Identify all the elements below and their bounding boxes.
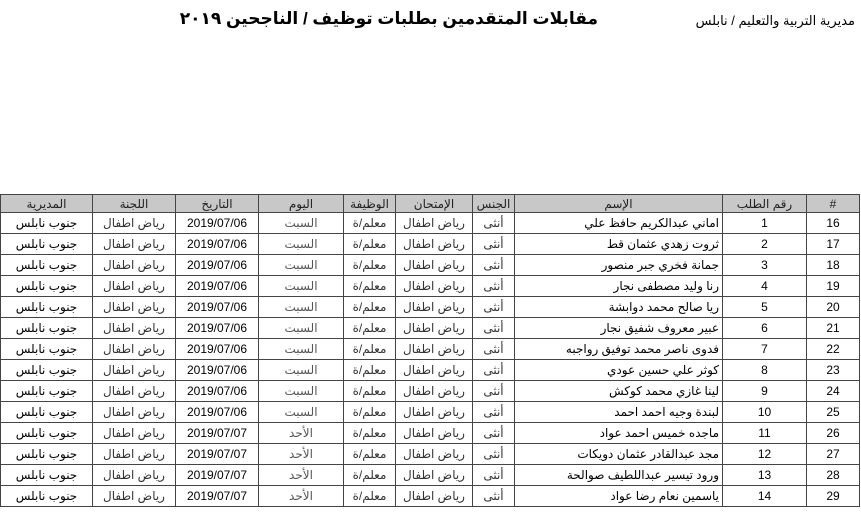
table-row bbox=[1, 423, 860, 444]
day-cell: السبت bbox=[259, 276, 344, 297]
applicant-name-cell: لبندة وجيه احمد احمد bbox=[515, 402, 723, 423]
gender-cell: أنثى bbox=[473, 213, 515, 234]
table-row bbox=[1, 297, 860, 318]
date-cell: 2019/07/06 bbox=[176, 297, 259, 318]
exam-cell: رياض اطفال bbox=[396, 423, 473, 444]
gender-cell: أنثى bbox=[473, 318, 515, 339]
directorate-label: مديرية التربية والتعليم / نابلس bbox=[695, 13, 855, 28]
job-cell: معلم/ة bbox=[344, 381, 396, 402]
gender-cell: أنثى bbox=[473, 234, 515, 255]
exam-cell: رياض اطفال bbox=[396, 255, 473, 276]
request-number-cell: 9 bbox=[723, 381, 807, 402]
directorate-cell: جنوب نابلس bbox=[1, 318, 93, 339]
day-cell: السبت bbox=[259, 339, 344, 360]
day-cell: السبت bbox=[259, 318, 344, 339]
date-cell: 2019/07/06 bbox=[176, 402, 259, 423]
job-cell: معلم/ة bbox=[344, 276, 396, 297]
applicant-name-cell: اماني عبدالكريم حافظ علي bbox=[515, 213, 723, 234]
row-index-cell: 16 bbox=[807, 213, 860, 234]
applicants-table bbox=[0, 194, 860, 507]
directorate-cell: جنوب نابلس bbox=[1, 360, 93, 381]
date-cell: 2019/07/07 bbox=[176, 465, 259, 486]
exam-cell: رياض اطفال bbox=[396, 360, 473, 381]
committee-cell: رياض اطفال bbox=[93, 255, 176, 276]
directorate-cell: جنوب نابلس bbox=[1, 297, 93, 318]
row-index-cell: 26 bbox=[807, 423, 860, 444]
header-col-directorate: المديرية bbox=[1, 195, 93, 213]
day-cell: السبت bbox=[259, 402, 344, 423]
gender-cell: أنثى bbox=[473, 423, 515, 444]
table-row bbox=[1, 444, 860, 465]
row-index-cell: 25 bbox=[807, 402, 860, 423]
gender-cell: أنثى bbox=[473, 444, 515, 465]
job-cell: معلم/ة bbox=[344, 486, 396, 507]
committee-cell: رياض اطفال bbox=[93, 423, 176, 444]
request-number-cell: 3 bbox=[723, 255, 807, 276]
header-col-day: اليوم bbox=[259, 195, 344, 213]
committee-cell: رياض اطفال bbox=[93, 297, 176, 318]
committee-cell: رياض اطفال bbox=[93, 213, 176, 234]
exam-cell: رياض اطفال bbox=[396, 444, 473, 465]
date-cell: 2019/07/06 bbox=[176, 255, 259, 276]
committee-cell: رياض اطفال bbox=[93, 465, 176, 486]
table-row bbox=[1, 339, 860, 360]
row-index-cell: 23 bbox=[807, 360, 860, 381]
header-col-committee: اللجنة bbox=[93, 195, 176, 213]
committee-cell: رياض اطفال bbox=[93, 276, 176, 297]
date-cell: 2019/07/06 bbox=[176, 234, 259, 255]
date-cell: 2019/07/07 bbox=[176, 486, 259, 507]
applicant-name-cell: ثروت زهدي عثمان قط bbox=[515, 234, 723, 255]
date-cell: 2019/07/06 bbox=[176, 381, 259, 402]
applicant-name-cell: كوثر علي حسين عودي bbox=[515, 360, 723, 381]
day-cell: السبت bbox=[259, 255, 344, 276]
exam-cell: رياض اطفال bbox=[396, 276, 473, 297]
job-cell: معلم/ة bbox=[344, 423, 396, 444]
date-cell: 2019/07/07 bbox=[176, 444, 259, 465]
date-cell: 2019/07/06 bbox=[176, 339, 259, 360]
exam-cell: رياض اطفال bbox=[396, 318, 473, 339]
row-index-cell: 17 bbox=[807, 234, 860, 255]
day-cell: الأحد bbox=[259, 444, 344, 465]
exam-cell: رياض اطفال bbox=[396, 234, 473, 255]
job-cell: معلم/ة bbox=[344, 444, 396, 465]
gender-cell: أنثى bbox=[473, 339, 515, 360]
table-row bbox=[1, 381, 860, 402]
exam-cell: رياض اطفال bbox=[396, 402, 473, 423]
exam-cell: رياض اطفال bbox=[396, 339, 473, 360]
row-index-cell: 19 bbox=[807, 276, 860, 297]
request-number-cell: 5 bbox=[723, 297, 807, 318]
gender-cell: أنثى bbox=[473, 276, 515, 297]
request-number-cell: 13 bbox=[723, 465, 807, 486]
table-row bbox=[1, 465, 860, 486]
committee-cell: رياض اطفال bbox=[93, 381, 176, 402]
date-cell: 2019/07/07 bbox=[176, 423, 259, 444]
job-cell: معلم/ة bbox=[344, 213, 396, 234]
table-header-row bbox=[1, 195, 860, 213]
day-cell: الأحد bbox=[259, 465, 344, 486]
row-index-cell: 20 bbox=[807, 297, 860, 318]
directorate-cell: جنوب نابلس bbox=[1, 486, 93, 507]
request-number-cell: 4 bbox=[723, 276, 807, 297]
committee-cell: رياض اطفال bbox=[93, 234, 176, 255]
gender-cell: أنثى bbox=[473, 402, 515, 423]
table-row bbox=[1, 360, 860, 381]
request-number-cell: 7 bbox=[723, 339, 807, 360]
job-cell: معلم/ة bbox=[344, 297, 396, 318]
directorate-cell: جنوب نابلس bbox=[1, 444, 93, 465]
request-number-cell: 11 bbox=[723, 423, 807, 444]
table-row bbox=[1, 213, 860, 234]
gender-cell: أنثى bbox=[473, 465, 515, 486]
job-cell: معلم/ة bbox=[344, 318, 396, 339]
applicant-name-cell: لينا غازي محمد كوكش bbox=[515, 381, 723, 402]
date-cell: 2019/07/06 bbox=[176, 276, 259, 297]
request-number-cell: 12 bbox=[723, 444, 807, 465]
table-row bbox=[1, 234, 860, 255]
applicant-name-cell: جمانة فخري جبر منصور bbox=[515, 255, 723, 276]
gender-cell: أنثى bbox=[473, 381, 515, 402]
date-cell: 2019/07/06 bbox=[176, 360, 259, 381]
applicant-name-cell: مجد عبدالقادر عثمان دويكات bbox=[515, 444, 723, 465]
directorate-cell: جنوب نابلس bbox=[1, 402, 93, 423]
gender-cell: أنثى bbox=[473, 297, 515, 318]
job-cell: معلم/ة bbox=[344, 234, 396, 255]
committee-cell: رياض اطفال bbox=[93, 402, 176, 423]
applicant-name-cell: عبير معروف شفيق نجار bbox=[515, 318, 723, 339]
gender-cell: أنثى bbox=[473, 360, 515, 381]
day-cell: السبت bbox=[259, 297, 344, 318]
table-row bbox=[1, 318, 860, 339]
exam-cell: رياض اطفال bbox=[396, 213, 473, 234]
header-col-request-number: رقم الطلب bbox=[723, 195, 807, 213]
committee-cell: رياض اطفال bbox=[93, 318, 176, 339]
committee-cell: رياض اطفال bbox=[93, 339, 176, 360]
request-number-cell: 2 bbox=[723, 234, 807, 255]
job-cell: معلم/ة bbox=[344, 339, 396, 360]
directorate-cell: جنوب نابلس bbox=[1, 423, 93, 444]
header-col-gender: الجنس bbox=[473, 195, 515, 213]
table-row bbox=[1, 402, 860, 423]
directorate-cell: جنوب نابلس bbox=[1, 465, 93, 486]
date-cell: 2019/07/06 bbox=[176, 213, 259, 234]
request-number-cell: 8 bbox=[723, 360, 807, 381]
table-row bbox=[1, 486, 860, 507]
request-number-cell: 14 bbox=[723, 486, 807, 507]
exam-cell: رياض اطفال bbox=[396, 486, 473, 507]
directorate-cell: جنوب نابلس bbox=[1, 381, 93, 402]
applicant-name-cell: ياسمين نعام رضا عواد bbox=[515, 486, 723, 507]
row-index-cell: 28 bbox=[807, 465, 860, 486]
committee-cell: رياض اطفال bbox=[93, 360, 176, 381]
job-cell: معلم/ة bbox=[344, 402, 396, 423]
applicant-name-cell: فدوى ناصر محمد توفيق رواجبه bbox=[515, 339, 723, 360]
header-col-name: الإسم bbox=[515, 195, 723, 213]
row-index-cell: 27 bbox=[807, 444, 860, 465]
day-cell: السبت bbox=[259, 381, 344, 402]
job-cell: معلم/ة bbox=[344, 255, 396, 276]
day-cell: السبت bbox=[259, 213, 344, 234]
table-body bbox=[1, 213, 860, 507]
directorate-cell: جنوب نابلس bbox=[1, 234, 93, 255]
applicant-name-cell: ورود تيسير عبداللطيف صوالحة bbox=[515, 465, 723, 486]
directorate-cell: جنوب نابلس bbox=[1, 339, 93, 360]
header-col-date: التاريخ bbox=[176, 195, 259, 213]
header-col-index: # bbox=[807, 195, 860, 213]
applicant-name-cell: ماجده خميس احمد عواد bbox=[515, 423, 723, 444]
row-index-cell: 22 bbox=[807, 339, 860, 360]
directorate-cell: جنوب نابلس bbox=[1, 213, 93, 234]
day-cell: الأحد bbox=[259, 423, 344, 444]
row-index-cell: 21 bbox=[807, 318, 860, 339]
gender-cell: أنثى bbox=[473, 255, 515, 276]
date-cell: 2019/07/06 bbox=[176, 318, 259, 339]
job-cell: معلم/ة bbox=[344, 465, 396, 486]
header-col-exam: الإمتحان bbox=[396, 195, 473, 213]
job-cell: معلم/ة bbox=[344, 360, 396, 381]
day-cell: السبت bbox=[259, 360, 344, 381]
day-cell: الأحد bbox=[259, 486, 344, 507]
exam-cell: رياض اطفال bbox=[396, 297, 473, 318]
exam-cell: رياض اطفال bbox=[396, 381, 473, 402]
applicant-name-cell: رنا وليد مصطفى نجار bbox=[515, 276, 723, 297]
row-index-cell: 18 bbox=[807, 255, 860, 276]
committee-cell: رياض اطفال bbox=[93, 486, 176, 507]
applicant-name-cell: ريا صالح محمد دوابشة bbox=[515, 297, 723, 318]
table-row bbox=[1, 276, 860, 297]
exam-cell: رياض اطفال bbox=[396, 465, 473, 486]
row-index-cell: 24 bbox=[807, 381, 860, 402]
request-number-cell: 1 bbox=[723, 213, 807, 234]
directorate-cell: جنوب نابلس bbox=[1, 276, 93, 297]
header-col-job: الوظيفة bbox=[344, 195, 396, 213]
committee-cell: رياض اطفال bbox=[93, 444, 176, 465]
request-number-cell: 10 bbox=[723, 402, 807, 423]
directorate-cell: جنوب نابلس bbox=[1, 255, 93, 276]
page-title: مقابلات المتقدمين بطلبات توظيف / الناجحين ٢٠١٩ bbox=[179, 9, 598, 28]
table-row bbox=[1, 255, 860, 276]
gender-cell: أنثى bbox=[473, 486, 515, 507]
row-index-cell: 29 bbox=[807, 486, 860, 507]
day-cell: السبت bbox=[259, 234, 344, 255]
request-number-cell: 6 bbox=[723, 318, 807, 339]
